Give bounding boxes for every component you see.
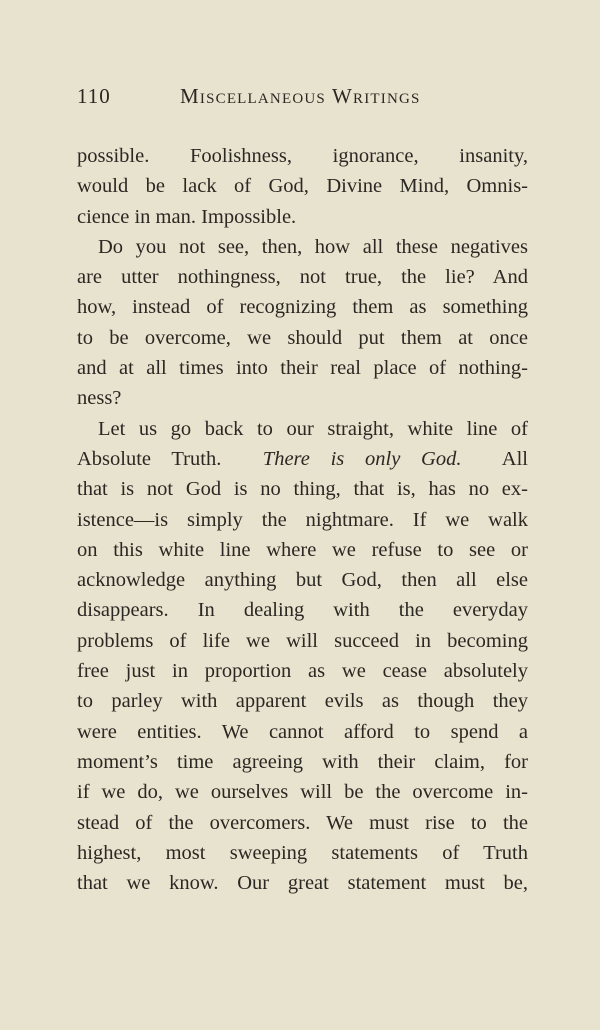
text-line: free just in proportion as we cease absolutely [77,660,528,683]
text-line: on this white line where we refuse to see or [77,538,528,561]
text-line: istence—is simply the nightmare. If we walk [77,508,528,531]
text-line: moment’s time agreeing with their claim, for [77,750,528,773]
text-line: acknowledge anything but God, then all else [77,569,528,592]
text-line: were entities. We cannot afford to spend a [77,720,528,743]
text-line: Let us go back to our straight, white line of [98,417,528,440]
text-line: to be overcome, we should put them at once [77,326,528,349]
page-header [77,84,527,114]
text-line: possible. Foolishness, ignorance, insanity, [77,145,528,167]
text-line: disappears. In dealing with the everyday [77,599,528,622]
text-line: ness? [77,387,122,410]
body-text [77,141,528,898]
text-line: cience in man. Impossible. [77,205,297,228]
text-line: how, instead of recognizing them as something [77,296,528,319]
text-line: if we do, we ourselves will be the overcome in- [77,781,528,804]
text-line: highest, most sweeping statements of Truth [77,841,528,864]
text-line: are utter nothingness, not true, the lie? And [77,266,528,289]
text-line: to parley with apparent evils as though they [77,690,528,713]
text-line: that we know. Our great statement must be, [77,872,528,895]
page-number: 110 [77,84,111,108]
italic-text: There is only God. [262,447,462,470]
text-segment: All [461,447,528,470]
text-line: problems of life we will succeed in becoming [77,629,528,652]
text-line: and at all times into their real place of nothing- [77,357,528,380]
text-line: Do you not see, then, how all these negatives [98,235,528,258]
text-line: that is not God is no thing, that is, has no ex- [77,478,528,501]
text-line: would be lack of God, Divine Mind, Omnis- [77,175,528,198]
text-line: stead of the overcomers. We must rise to the [77,811,528,834]
text-segment: Absolute Truth. [77,447,263,470]
text-line [77,444,528,474]
running-title: Miscellaneous Writings [180,84,421,108]
